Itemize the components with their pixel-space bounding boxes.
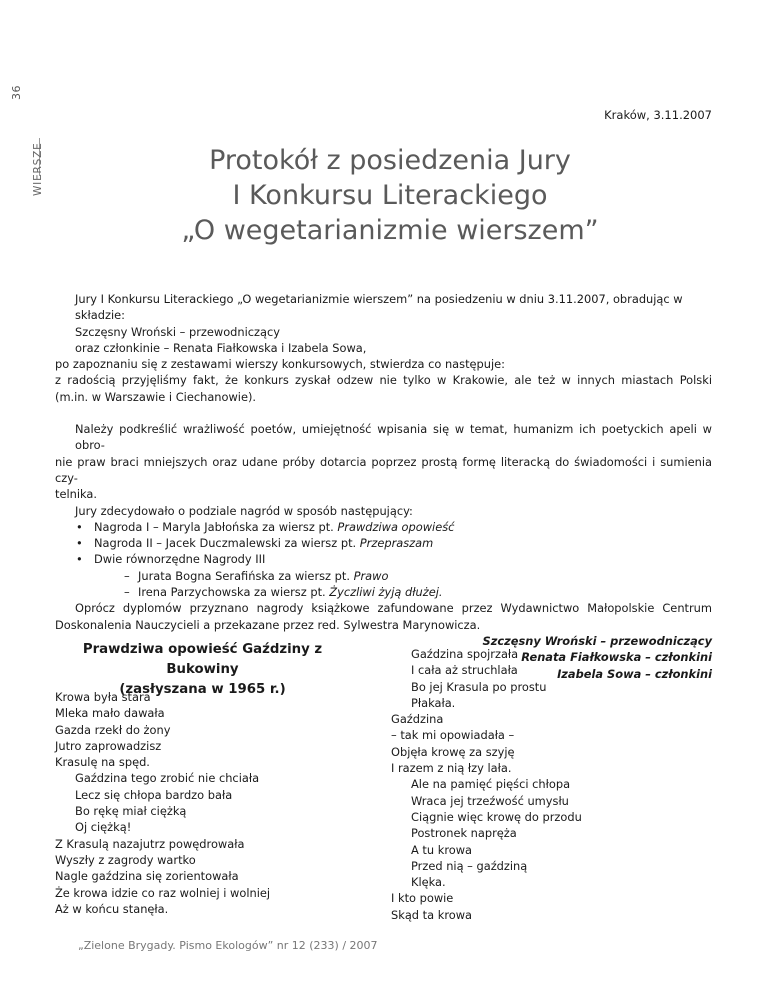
award-first-poem: Prawdziwa opowieść [337,519,455,534]
book-prizes-line-1: Oprócz dyplomów przyznano nagrody książkowe zafundowane przez Wydawnictwo Małopolskie Centrum [75,601,712,616]
poem-line: I kto powie [391,891,454,906]
award-third-a [55,568,712,584]
poem-line: Że krowa idzie co raz wolniej i wolniej [55,885,271,900]
poem-line: Krowa była stara [55,690,151,704]
poem-column-right [391,646,691,923]
poem-line: Nagle gaździna się zorientowała [55,869,239,884]
poem-line: Klęka. [411,875,446,890]
poem-line: Aż w końcu stanęła. [55,901,169,916]
poem-line: Ale na pamięć pięści chłopa [411,777,571,792]
poem-line: Przed nią – gaździną [411,858,528,873]
document-date: Kraków, 3.11.2007 [604,108,712,122]
poem-line: Mleka mało dawała [55,706,165,721]
poem-line: – tak mi opowiadała – [391,728,515,743]
poem-line: Gaździna spojrzała [411,647,519,661]
poem-line: Gaździna tego zrobić nie chciała [75,771,260,786]
praise-line-1: Należy podkreślić wrażliwość poetów, umiejętność wpisania się w temat, humanizm ich poetyckich apeli w obro- [75,422,712,453]
award-third-b [55,584,712,600]
poem-title-line-1: Prawdziwa opowieść Gaździny z Bukowiny [82,642,323,677]
award-third-a-poem: Prawo [353,568,389,583]
page-number: 36 [10,85,23,100]
title-line-1: Protokół z posiedzenia Jury [209,145,571,176]
jury-chair: Szczęsny Wroński – przewodniczący [75,324,281,339]
award-third-b-text: Irena Parzychowska za wiersz pt. [138,585,330,600]
poem-line: Oj ciężką! [75,820,132,835]
award-second [55,535,712,551]
title-line-2: I Konkursu Literackiego [232,180,548,211]
protocol-body [55,291,712,682]
poem-line: Krasulę na spęd. [55,755,150,770]
poem-line: Z Krasulą nazajutrz powędrowała [55,836,245,851]
poem-line: Bo rękę miał ciężką [75,804,187,819]
protocol-intro: Jury I Konkursu Literackiego „O wegetarianizmie wierszem” na posiedzeniu w dniu 3.11.2007, obradując w składzie: [75,292,683,323]
poem-line: Jutro zaprowadzisz [55,738,162,753]
poem-line: I cała aż struchlała [411,663,518,678]
award-third-a-text: Jurata Bogna Serafińska za wiersz pt. [138,568,354,583]
award-third-b-poem: Życzliwi żyją dłużej. [329,585,443,600]
poem-line: Wyszły z zagrody wartko [55,852,196,867]
title-line-3: „O wegetarianizmie wierszem” [181,215,599,246]
signature-member-2: Izabela Sowa – członkini [557,666,712,681]
review-statement: po zapoznaniu się z zestawami wierszy konkursowych, stwierdza co następuje: [55,357,506,372]
poem-title-line-2: (zasłyszana w 1965 r.) [119,682,286,697]
poem-line: I razem z nią łzy lała. [391,761,512,776]
book-prizes-line-2: Doskonalenia Nauczycieli a przekazane przez red. Sylwestra Marynowicza. [55,617,481,632]
poem-line: Wraca jej trzeźwość umysłu [411,793,569,808]
poem-line: Objęła krowę za szyję [391,744,515,759]
signature-chair: Szczęsny Wroński – przewodniczący [482,633,712,648]
poem-line: Postronek napręża [411,826,517,841]
page-title [90,143,690,248]
jury-members: oraz członkinie – Renata Fiałkowska i Izabela Sowa, [75,340,367,355]
signature-member-1: Renata Fiałkowska – członkini [521,650,712,665]
poem-column-left [55,689,355,917]
award-second-text: Nagroda II – Jacek Duczmalewski za wiersz pt. [94,536,360,551]
poem-line: Bo jej Krasula po prostu [411,679,547,694]
poem-line: Ciągnie więc krowę do przodu [411,809,582,824]
award-second-poem: Przepraszam [359,536,434,551]
section-label: WIERSZE [32,142,44,196]
poem-line: Lecz się chłopa bardzo bała [75,787,233,802]
praise-line-2: nie praw braci mniejszych oraz udane próby dotarcia poprzez prostą formę literacką do świadomości i sumienia czy- [55,454,712,485]
praise-line-3: telnika. [55,487,98,502]
joy-line-1: z radością przyjęliśmy fakt, że konkurs zyskał odzew nie tylko w Krakowie, ale też w innych miastach Polski [55,373,712,388]
award-first-text: Nagroda I – Maryla Jabłońska za wiersz pt. [94,519,338,534]
joy-line-2: (m.in. w Warszawie i Ciechanowie). [55,389,257,404]
award-first [55,519,712,535]
decision-statement: Jury zdecydowało o podziale nagród w sposób następujący: [75,503,413,518]
paragraph-gap [55,405,712,421]
poem-line: Gaździna [391,712,444,727]
award-third: • Dwie równorzędne Nagrody III [55,551,712,567]
poem-line: Gazda rzekł do żony [55,722,171,737]
footer-citation: „Zielone Brygady. Pismo Ekologów” nr 12 (233) / 2007 [78,939,378,952]
poem-line: Płakała. [411,695,456,710]
poem-line: A tu krowa [411,842,473,857]
poem-line: Skąd ta krowa [391,907,473,922]
